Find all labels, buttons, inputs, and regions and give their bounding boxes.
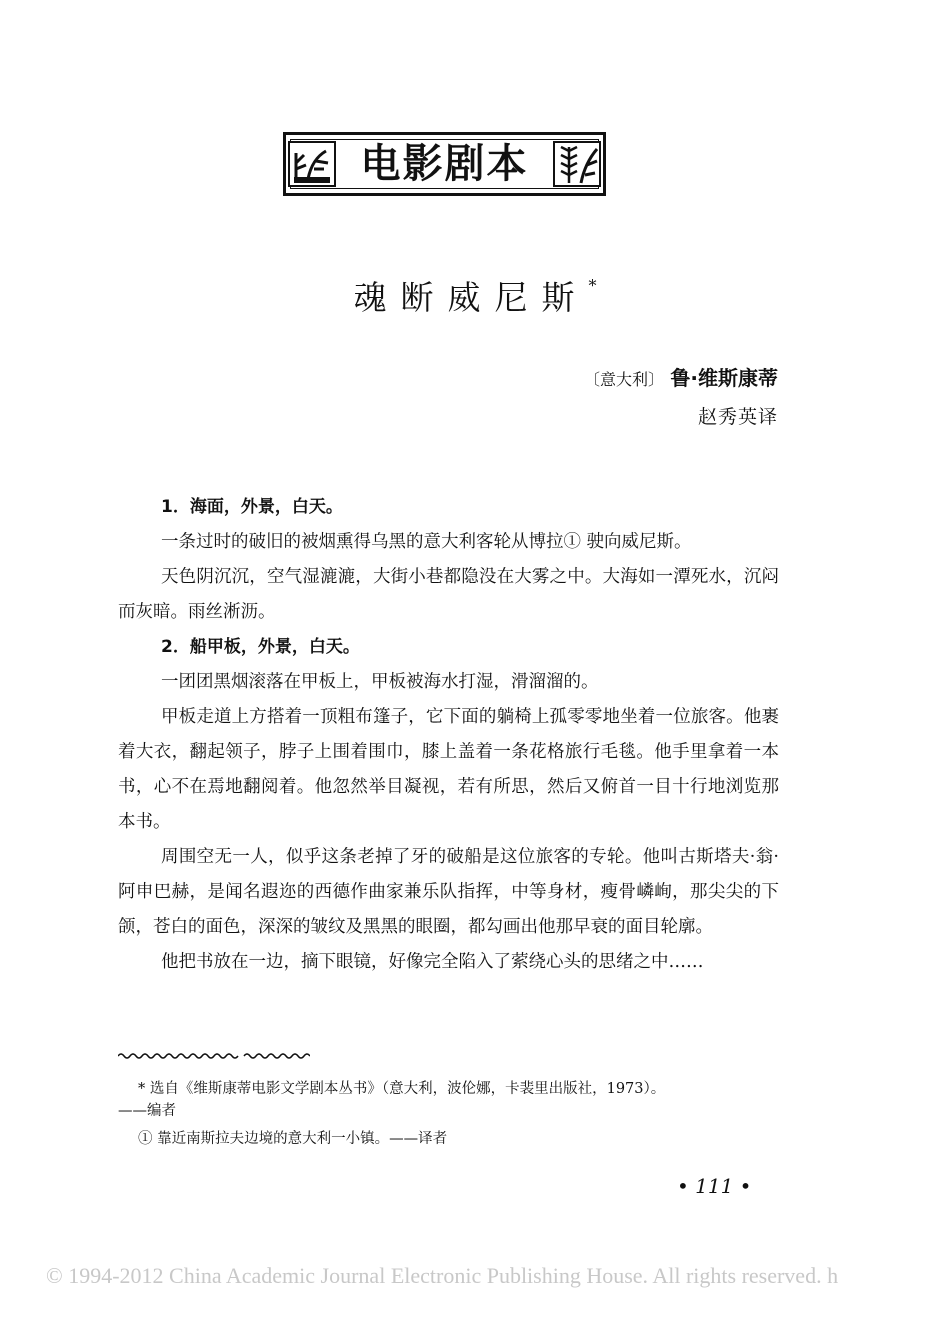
paragraph: 天色阴沉沉，空气湿漉漉，大街小巷都隐没在大雾之中。大海如一潭死水，沉闷而灰暗。雨丝淅沥。 [118, 567, 779, 622]
section-title: 电影剧本 [360, 141, 529, 187]
scene-heading: 1．海面，外景，白天。 [161, 497, 343, 517]
paragraph: 他把书放在一边，摘下眼镜，好像完全陷入了萦绕心头的思绪之中…… [161, 952, 704, 972]
footnote-star: * 选自《维斯康蒂电影文学剧本丛书》（意大利，波伦娜，卡裴里出版社，1973）。 [138, 1081, 666, 1097]
section-banner [283, 132, 606, 196]
byline [584, 362, 778, 391]
scene-heading: 2．船甲板，外景，白天。 [161, 637, 360, 657]
footnote-star-editor: ——编者 [118, 1103, 176, 1119]
title-footnote-mark: * [588, 276, 597, 295]
page-number: • 111 • [677, 1174, 752, 1198]
author-country: 〔意大利〕 [584, 370, 665, 389]
footnote-1: ① 靠近南斯拉夫边境的意大利一小镇。——译者 [138, 1131, 448, 1147]
paragraph: 甲板走道上方搭着一顶粗布篷子，它下面的躺椅上孤零零地坐着一位旅客。他裹着大衣，翻起领子，脖子上围着围巾，膝上盖着一条花格旅行毛毯。他手里拿着一本书，心不在焉地翻阅着。他忽然举目凝视，若有所思，然后又俯首一目十行地浏览那本书。 [118, 707, 779, 832]
footnotes [118, 1078, 779, 1150]
paragraph: 一条过时的破旧的被烟熏得乌黑的意大利客轮从博拉① 驶向威尼斯。 [161, 532, 692, 552]
translator: 赵秀英译 [697, 406, 778, 428]
article-title-text: 魂断威尼斯 [353, 278, 589, 317]
paragraph: 周围空无一人，似乎这条老掉了牙的破船是这位旅客的专轮。他叫古斯塔夫·翁·阿申巴赫，是闻名遐迩的西德作曲家兼乐队指挥，中等身材，瘦骨嶙峋，那尖尖的下颌，苍白的面色，深深的皱纹及黑黑的眼圈，都勾画出他那早衰的面目轮廓。 [118, 847, 779, 937]
body-text [118, 490, 779, 980]
article-title [0, 272, 950, 319]
wheat-ornament-icon [551, 139, 603, 189]
author-name: 鲁·维斯康蒂 [670, 366, 778, 390]
plant-ornament-icon [286, 139, 338, 189]
footnote-wavy-rule [118, 1050, 310, 1060]
paragraph: 一团团黑烟滚落在甲板上，甲板被海水打湿，滑溜溜的。 [161, 672, 599, 692]
copyright-watermark: © 1994-2012 China Academic Journal Electronic Publishing House. All rights reserved. h [46, 1263, 839, 1288]
